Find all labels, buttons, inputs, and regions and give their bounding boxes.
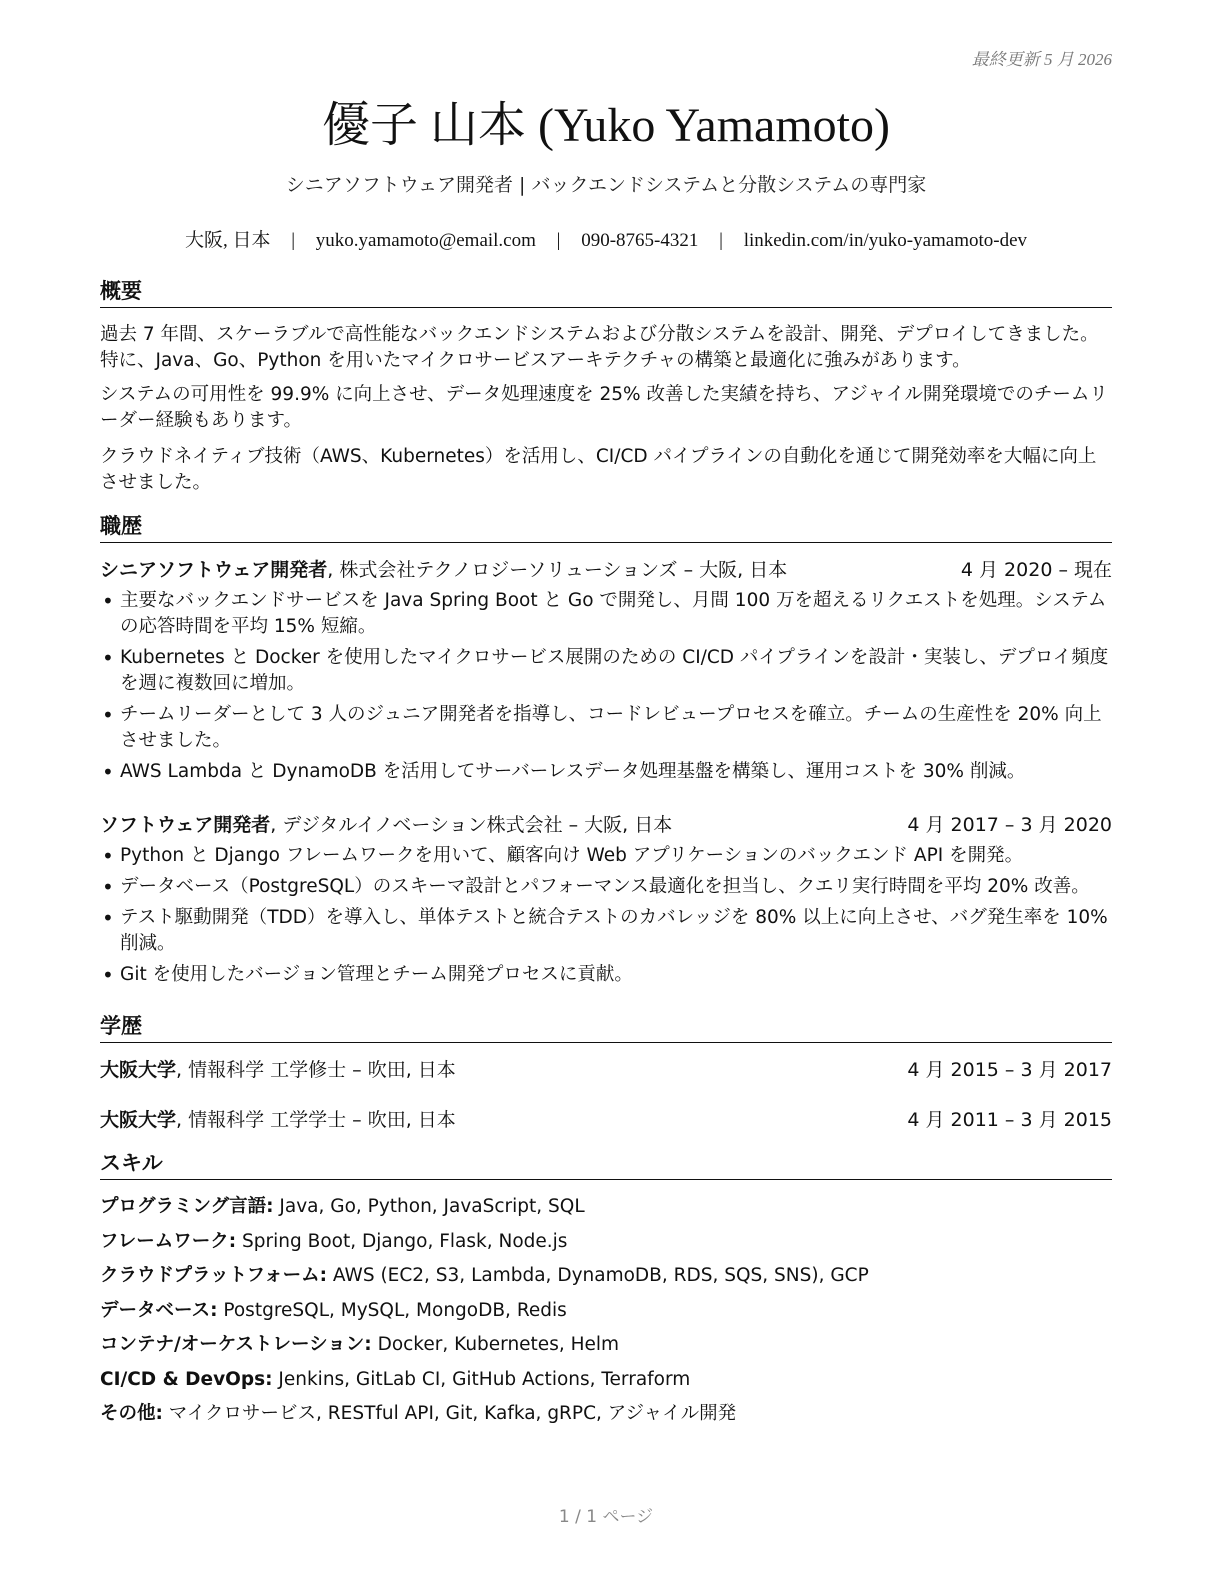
resume-page xyxy=(100,0,1112,1584)
summary-paragraph: 過去 7 年間、スケーラブルで高性能なバックエンドシステムおよび分散システムを設計、開発、デプロイしてきました。特に、Java、Go、Python を用いたマイクロサービスアーキテクチャの構築と最適化に強みがあります。 xyxy=(100,324,1099,371)
job-title-company xyxy=(100,557,787,583)
job-company: , 株式会社テクノロジーソリューションズ – 大阪, 日本 xyxy=(327,559,788,581)
skill-label: フレームワーク: xyxy=(100,1230,237,1252)
education-detail: , 情報科学 工学修士 – 吹田, 日本 xyxy=(176,1059,456,1081)
skill-row xyxy=(100,1401,1112,1436)
job-header xyxy=(100,812,1112,838)
skill-value: PostgreSQL, MySQL, MongoDB, Redis xyxy=(217,1299,567,1321)
job-bullet: • データベース（PostgreSQL）のスキーマ設計とパフォーマンス最適化を担当し、クエリ実行時間を平均 20% 改善。 xyxy=(100,874,1112,900)
education-dates: 4 月 2015 – 3 月 2017 xyxy=(907,1059,1112,1081)
job-header xyxy=(100,557,1112,583)
skill-row xyxy=(100,1367,1112,1402)
contact-phone: 090-8765-4321 xyxy=(581,230,699,251)
contact-separator: | xyxy=(556,230,561,251)
section-heading-experience: 職歴 xyxy=(100,513,1112,543)
education-item xyxy=(100,1057,1112,1083)
skill-value: Docker, Kubernetes, Helm xyxy=(371,1334,620,1355)
job-bullet: • テスト駆動開発（TDD）を導入し、単体テストと統合テストのカバレッジを 80% 以上に向上させ、バグ発生率を 10% 削減。 xyxy=(100,905,1112,957)
skill-label: その他: xyxy=(100,1403,163,1424)
education-school: 大阪大学 xyxy=(100,1109,177,1131)
contact-email[interactable]: yuko.yamamoto@email.com xyxy=(315,230,536,251)
skill-row xyxy=(100,1263,1112,1298)
job-bullet: • チームリーダーとして 3 人のジュニア開発者を指導し、コードレビュープロセスを確立。チームの生産性を 20% 向上させました。 xyxy=(100,702,1112,754)
section-heading-skills: スキル xyxy=(100,1150,1112,1180)
job-bullets xyxy=(100,843,1112,993)
skill-row xyxy=(100,1229,1112,1264)
job-title-company xyxy=(100,812,672,838)
job-bullet: • AWS Lambda と DynamoDB を活用してサーバーレスデータ処理基盤を構築し、運用コストを 30% 削減。 xyxy=(100,759,1112,785)
contact-linkedin[interactable]: linkedin.com/in/yuko-yamamoto-dev xyxy=(743,230,1028,251)
education-detail: , 情報科学 工学学士 – 吹田, 日本 xyxy=(176,1109,456,1131)
skill-row xyxy=(100,1194,1112,1229)
education-school-degree xyxy=(100,1057,456,1083)
skill-value: Java, Go, Python, JavaScript, SQL xyxy=(273,1196,585,1217)
contact-line xyxy=(100,225,1112,252)
page-indicator: 1 / 1 ページ xyxy=(558,1507,654,1527)
skill-label: CI/CD & DevOps: xyxy=(100,1368,273,1390)
skill-label: データベース: xyxy=(100,1299,218,1321)
summary-paragraph: システムの可用性を 99.9% に向上させ、データ処理速度を 25% 改善した実績を持ち、アジャイル開発環境でのチームリーダー経験もあります。 xyxy=(100,384,1108,431)
skill-row xyxy=(100,1332,1112,1367)
education-item xyxy=(100,1107,1112,1133)
candidate-name: 優子 山本 (Yuko Yamamoto) xyxy=(321,99,890,152)
skill-value: AWS (EC2, S3, Lambda, DynamoDB, RDS, SQS, SNS), GCP xyxy=(327,1265,869,1286)
skill-value: Jenkins, GitLab CI, GitHub Actions, Terraform xyxy=(272,1368,691,1390)
contact-location: 大阪, 日本 xyxy=(184,230,271,251)
education-school: 大阪大学 xyxy=(100,1059,177,1081)
job-bullet: • Git を使用したバージョン管理とチーム開発プロセスに貢献。 xyxy=(100,962,1112,988)
job-bullet: • Python と Django フレームワークを用いて、顧客向け Web アプリケーションのバックエンド API を開発。 xyxy=(100,843,1112,869)
contact-separator: | xyxy=(291,230,296,251)
job-title: シニアソフトウェア開発者 xyxy=(100,559,328,581)
summary-paragraph: クラウドネイティブ技術（AWS、Kubernetes）を活用し、CI/CD パイプラインの自動化を通じて開発効率を大幅に向上させました。 xyxy=(100,446,1097,493)
tagline: シニアソフトウェア開発者 | バックエンドシステムと分散システムの専門家 xyxy=(285,174,927,196)
skill-label: クラウドプラットフォーム: xyxy=(100,1265,327,1286)
skill-value: マイクロサービス, RESTful API, Git, Kafka, gRPC, アジャイル開発 xyxy=(162,1403,737,1424)
skill-row xyxy=(100,1298,1112,1333)
job-bullet: • 主要なバックエンドサービスを Java Spring Boot と Go で開発し、月間 100 万を超えるリクエストを処理。システムの応答時間を平均 15% 短縮。 xyxy=(100,588,1112,640)
job-bullets xyxy=(100,588,1112,790)
skills-list xyxy=(100,1194,1112,1436)
job-dates: 4 月 2020 – 現在 xyxy=(960,559,1112,581)
section-heading-summary: 概要 xyxy=(100,278,1112,308)
job-dates: 4 月 2017 – 3 月 2020 xyxy=(907,814,1112,836)
skill-label: コンテナ/オーケストレーション: xyxy=(100,1334,372,1355)
last-updated: 最終更新 5 月 2026 xyxy=(971,50,1112,69)
section-heading-education: 学歴 xyxy=(100,1013,1112,1043)
job-title: ソフトウェア開発者 xyxy=(100,814,271,836)
education-school-degree xyxy=(100,1107,456,1133)
education-dates: 4 月 2011 – 3 月 2015 xyxy=(907,1109,1112,1131)
skill-label: プログラミング言語: xyxy=(100,1196,274,1217)
contact-separator: | xyxy=(719,230,723,251)
job-company: , デジタルイノベーション株式会社 – 大阪, 日本 xyxy=(270,814,673,836)
skill-value: Spring Boot, Django, Flask, Node.js xyxy=(236,1230,568,1252)
job-bullet: • Kubernetes と Docker を使用したマイクロサービス展開のための CI/CD パイプラインを設計・実装し、デプロイ頻度を週に複数回に増加。 xyxy=(100,645,1112,697)
